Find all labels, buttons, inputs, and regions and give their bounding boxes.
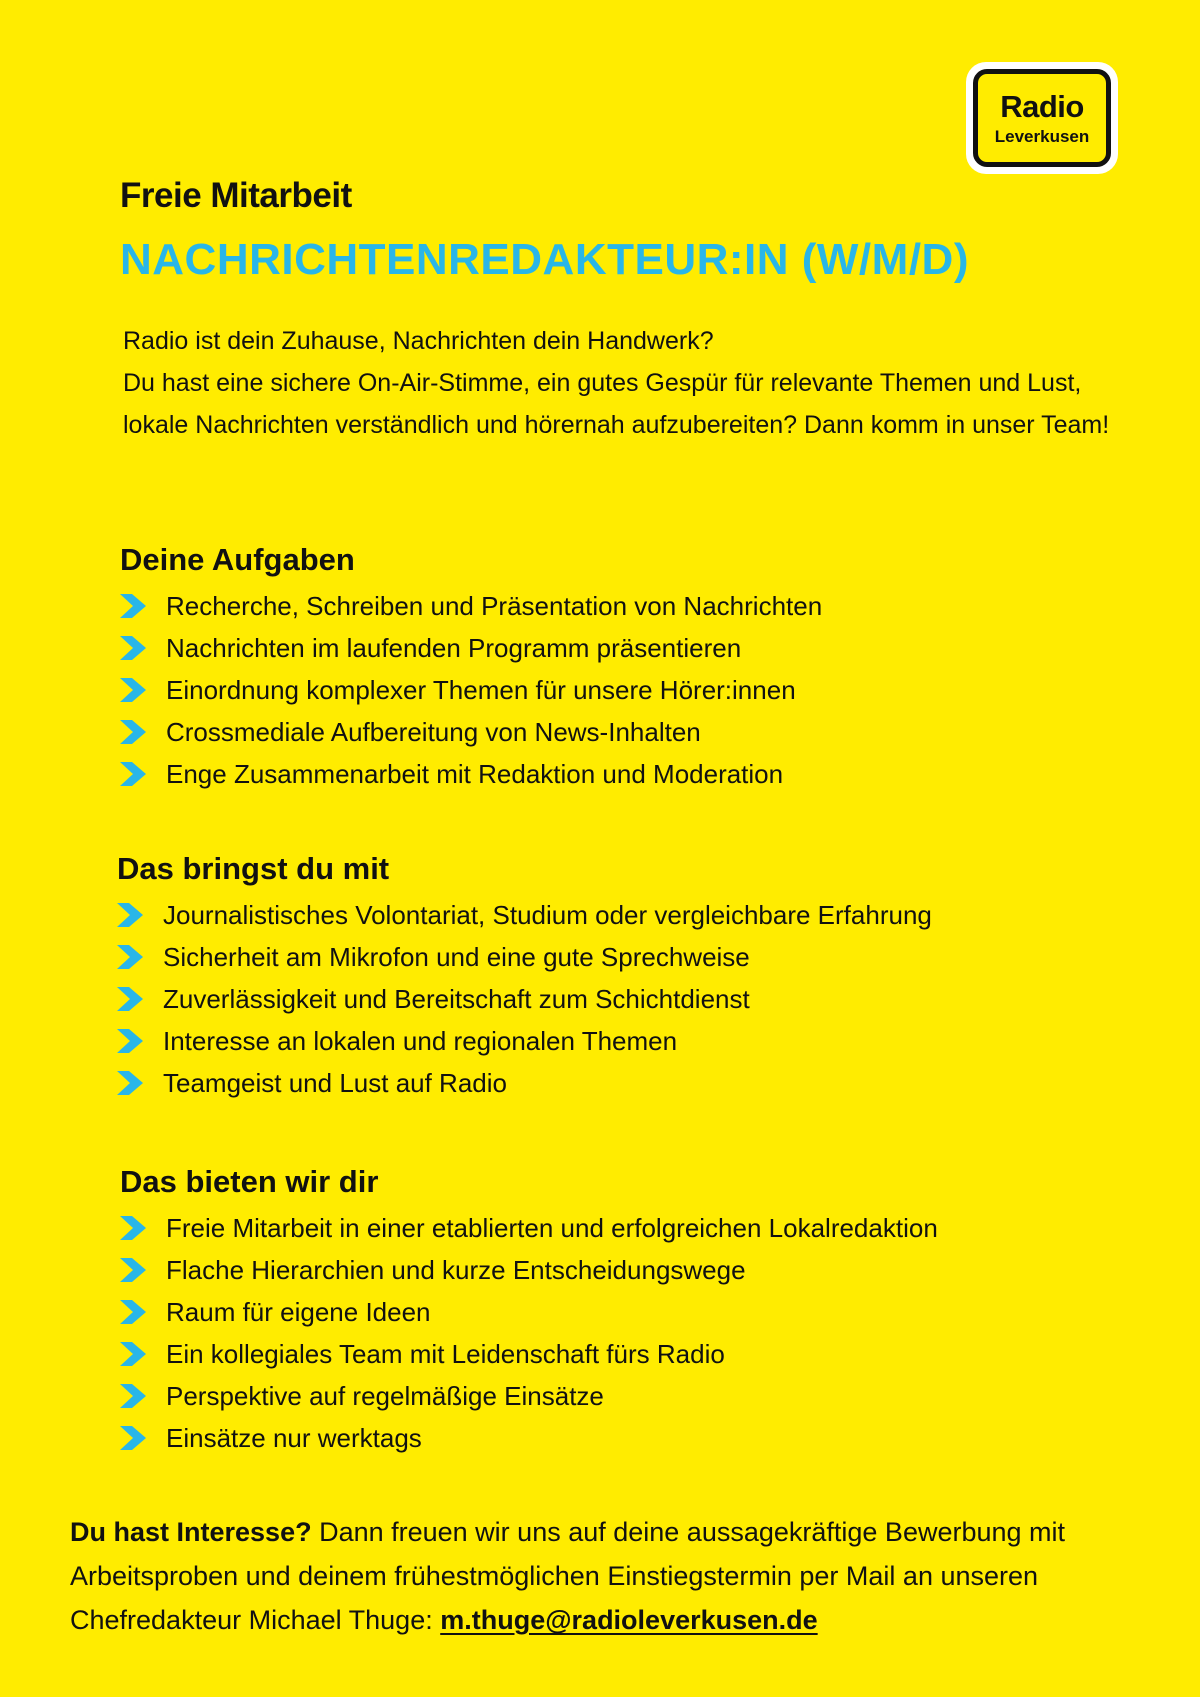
list-item-text: Einsätze nur werktags	[166, 1423, 422, 1453]
list-item-text: Teamgeist und Lust auf Radio	[163, 1068, 507, 1098]
list-item	[120, 627, 1120, 669]
section-heading: Das bieten wir dir	[120, 1164, 379, 1199]
logo-line-leverkusen: Leverkusen	[994, 127, 1090, 146]
chevron-right-icon	[117, 1071, 145, 1095]
list-item	[117, 894, 1117, 936]
chevron-right-icon	[120, 636, 148, 660]
chevron-right-icon	[120, 1216, 148, 1240]
task-list	[120, 585, 1120, 795]
list-item-text: Journalistisches Volontariat, Studium oder vergleichbare Erfahrung	[163, 900, 932, 930]
list-item-text: Flache Hierarchien und kurze Entscheidungswege	[166, 1255, 746, 1285]
chevron-right-icon	[120, 1426, 148, 1450]
chevron-right-icon	[120, 720, 148, 744]
chevron-right-icon	[120, 1300, 148, 1324]
chevron-right-icon	[120, 762, 148, 786]
radio-leverkusen-logo	[966, 62, 1118, 174]
chevron-right-icon	[120, 1384, 148, 1408]
employment-type: Freie Mitarbeit	[120, 176, 352, 215]
job-title: NACHRICHTENREDAKTEUR:IN (W/M/D)	[120, 235, 969, 284]
list-item	[120, 711, 1120, 753]
list-item-text: Zuverlässigkeit und Bereitschaft zum Schichtdienst	[163, 984, 750, 1014]
list-item-text: Interesse an lokalen und regionalen Themen	[163, 1026, 678, 1056]
list-item	[120, 753, 1120, 795]
list-item	[117, 1020, 1117, 1062]
list-item-text: Crossmediale Aufbereitung von News-Inhalten	[166, 717, 701, 747]
chevron-right-icon	[117, 1029, 145, 1053]
benefits-list	[120, 1207, 1120, 1459]
intro-line-1: Radio ist dein Zuhause, Nachrichten dein Handwerk?	[123, 327, 714, 355]
list-item-text: Recherche, Schreiben und Präsentation von Nachrichten	[166, 591, 823, 621]
chevron-right-icon	[117, 903, 145, 927]
list-item	[120, 585, 1120, 627]
list-item-text: Perspektive auf regelmäßige Einsätze	[166, 1381, 604, 1411]
list-item	[117, 1062, 1117, 1104]
contact-email-link[interactable]: m.thuge@radioleverkusen.de	[440, 1605, 818, 1635]
requirements-list	[117, 894, 1117, 1104]
list-item	[117, 936, 1117, 978]
section-heading: Das bringst du mit	[117, 851, 390, 886]
chevron-right-icon	[120, 678, 148, 702]
list-item	[120, 1375, 1120, 1417]
list-item-text: Sicherheit am Mikrofon und eine gute Sprechweise	[163, 942, 750, 972]
list-item-text: Freie Mitarbeit in einer etablierten und erfolgreichen Lokalredaktion	[166, 1213, 938, 1243]
chevron-right-icon	[120, 1342, 148, 1366]
list-item	[120, 669, 1120, 711]
list-item	[120, 1249, 1120, 1291]
list-item-text: Nachrichten im laufenden Programm präsentieren	[166, 633, 742, 663]
intro-text	[123, 320, 1133, 446]
chevron-right-icon	[117, 945, 145, 969]
list-item	[120, 1291, 1120, 1333]
chevron-right-icon	[117, 987, 145, 1011]
section-heading: Deine Aufgaben	[120, 542, 355, 577]
application-call	[70, 1510, 1140, 1642]
chevron-right-icon	[120, 1258, 148, 1282]
list-item	[120, 1333, 1120, 1375]
logo-badge	[973, 69, 1111, 167]
list-item	[120, 1417, 1120, 1459]
section-aufgaben	[120, 535, 1120, 795]
section-angebot	[120, 1157, 1120, 1459]
list-item-text: Raum für eigene Ideen	[166, 1297, 431, 1327]
footer-lead: Du hast Interesse?	[70, 1517, 312, 1547]
chevron-right-icon	[120, 594, 148, 618]
list-item	[120, 1207, 1120, 1249]
list-item-text: Ein kollegiales Team mit Leidenschaft fürs Radio	[166, 1339, 725, 1369]
footer-text: Dann freuen wir uns auf deine aussagekräftige Bewerbung mit Arbeitsproben und deinem frühestmöglichen Einstiegstermin per Mail an unseren Chefredakteur Michael Thuge:	[70, 1517, 1066, 1635]
list-item	[117, 978, 1117, 1020]
section-anforderungen	[117, 844, 1117, 1104]
logo-line-radio: Radio	[1000, 89, 1084, 124]
list-item-text: Einordnung komplexer Themen für unsere Hörer:innen	[166, 675, 796, 705]
list-item-text: Enge Zusammenarbeit mit Redaktion und Moderation	[166, 759, 784, 789]
intro-line-2: Du hast eine sichere On-Air-Stimme, ein gutes Gespür für relevante Themen und Lust, lokale Nachrichten verständlich und hörernah aufzubereiten? Dann komm in unser Team!	[123, 369, 1110, 439]
